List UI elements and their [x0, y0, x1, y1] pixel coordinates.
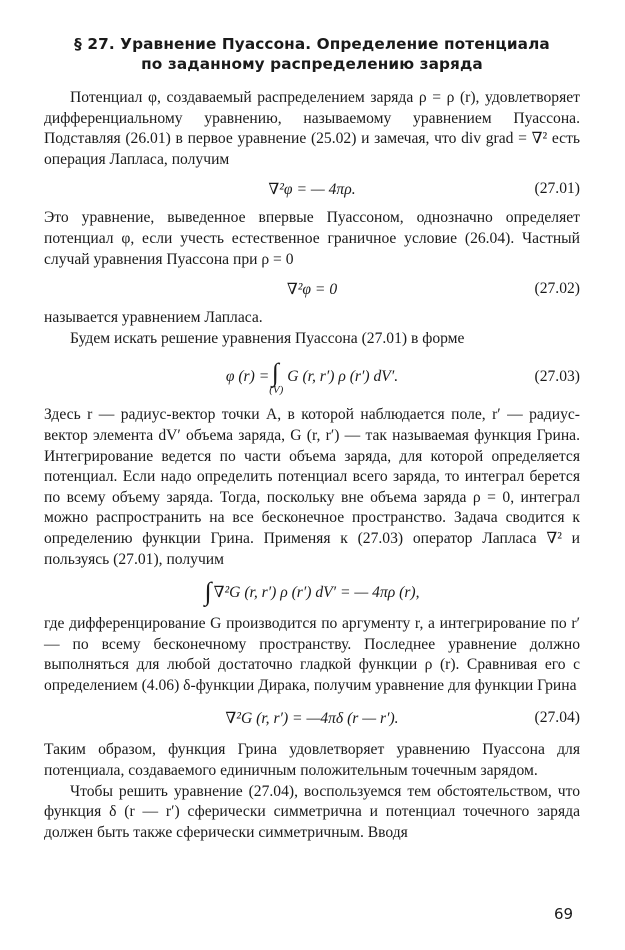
section-title — [44, 34, 580, 74]
equation-27-01 — [44, 170, 580, 208]
paragraph-6: где дифференцирование G производится по аргументу r, а интегрирование по r′ — по всему бесконечному пространству. Последнее уравнение должно выполняться для любой достаточно гладкой функции ρ (r). Сравнивая его с определением (4.06) δ-функции Дирака, получим уравнение для функции Грина — [44, 615, 580, 694]
integral-domain: (V) — [269, 384, 284, 397]
integral-sign: ∫ (V) — [269, 358, 284, 397]
page — [44, 34, 580, 843]
equation-number: (27.01) — [534, 180, 580, 198]
equation-body: ∇²G (r, r′) ρ (r′) dV′ = — 4πρ (r), — [213, 583, 420, 601]
equation-integral — [44, 570, 580, 614]
equation-rhs: G (r, r′) ρ (r′) dV′. — [287, 368, 399, 386]
title-line-2: по заданному распределению заряда — [141, 55, 483, 73]
equation-number: (27.03) — [534, 368, 580, 386]
paragraph-2: Это уравнение, выведенное впервые Пуассоном, однозначно определяет потенциал φ, если учесть естественное граничное условие (26.04). Частный случай уравнения Пуассона при ρ = 0 — [44, 209, 580, 268]
page-number: 69 — [554, 905, 574, 923]
equation-body: ∇²φ = — 4πρ. — [268, 180, 356, 198]
equation-number: (27.02) — [534, 280, 580, 298]
paragraph-1: Потенциал φ, создаваемый распределением заряда ρ = ρ (r), удовлетворяет дифференциальному уравнению, называемому уравнением Пуассона. Подставляя (26.01) в первое уравнение (25.02) и замечая, что div grad = ∇² есть операция Лапласа, получим — [44, 89, 580, 168]
title-line-1: § 27. Уравнение Пуассона. Определение потенциала — [74, 35, 550, 53]
equation-lhs: φ (r) = — [225, 368, 270, 386]
paragraph-7: Таким образом, функция Грина удовлетворяет уравнению Пуассона для потенциала, создаваемого единичным положительным точечным зарядом. — [44, 741, 580, 780]
paragraph-8: Чтобы решить уравнение (27.04), воспользуемся тем обстоятельством, что функция δ (r — r′) сферически симметрична и потенциал точечного заряда должен быть также сферически симметричным. Вводя — [44, 782, 580, 841]
equation-27-04 — [44, 696, 580, 740]
equation-number: (27.04) — [534, 709, 580, 727]
paragraph-5: Здесь r — радиус-вектор точки A, в которой наблюдается поле, r′ — радиус-вектор элемента dV′ объема заряда, G (r, r′) — так называемая функция Грина. Интегрирование ведется по части объема заряда, для которой определяется потенциал. Если надо определить потенциал всего заряда, то интеграл берется по всему объему заряда. Тогда, поскольку вне объема заряда ρ = 0, интеграл можно распространить на все бесконечное пространство. Задача сводится к определению функции Грина. Применяя к (27.03) оператор Лапласа ∇² и пользуясь (27.01), получим — [44, 406, 580, 568]
equation-body: ∇²φ = 0 — [286, 280, 338, 298]
equation-27-02 — [44, 270, 580, 308]
integral-sign: ∫ — [204, 577, 212, 607]
equation-body: ∇²G (r, r′) = —4πδ (r — r′). — [225, 709, 399, 727]
paragraph-3: называется уравнением Лапласа. — [44, 309, 263, 327]
equation-27-03 — [44, 349, 580, 405]
paragraph-4: Будем искать решение уравнения Пуассона (27.01) в форме — [70, 329, 465, 347]
